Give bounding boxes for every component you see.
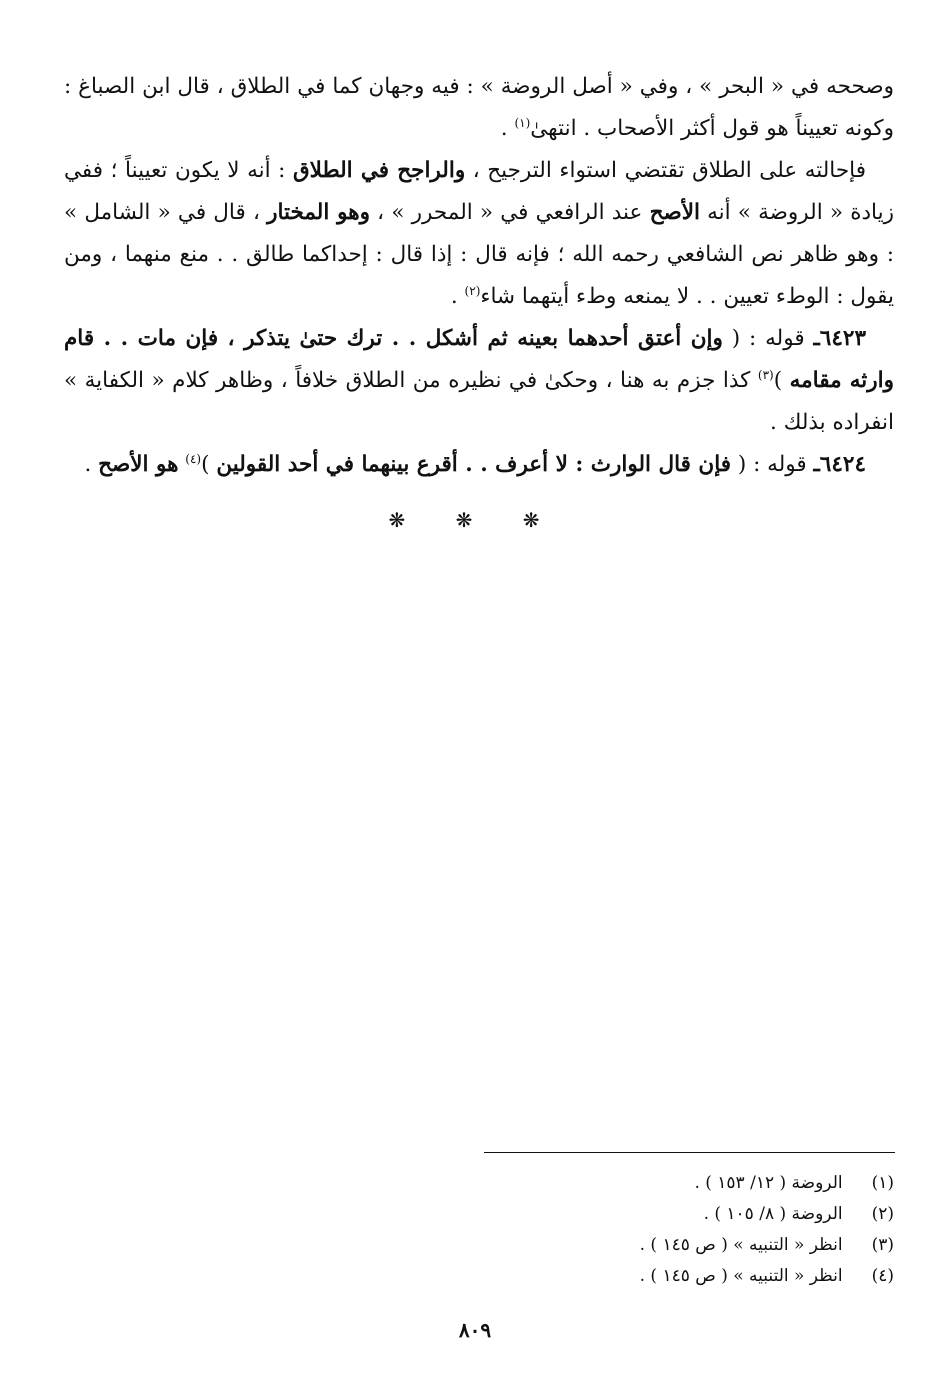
footnote-item [334, 1230, 894, 1261]
footnote-number: (٤) [871, 1266, 894, 1286]
footnote-item [334, 1168, 894, 1199]
bold-text-segment: ٦٤٢٤ـ [813, 452, 866, 477]
text-segment: وصححه في « البحر » ، وفي « أصل الروضة » : فيه وجهان كما في الطلاق ، قال ابن الصباغ : وكونه تعييناً هو قول أكثر الأصحاب . انتهىٰ [64, 74, 894, 141]
footnote-reference: (٣) [757, 367, 774, 382]
footnote-text: انظر « التنبيه » ( ص ١٤٥ ) . [639, 1266, 843, 1286]
footnote-divider [484, 1152, 895, 1153]
text-segment: قوله : ( [731, 452, 814, 477]
footnote-number: (٢) [871, 1204, 894, 1224]
text-segment: . [84, 452, 99, 477]
footnote-text: الروضة ( ١٢/ ١٥٣ ) . [694, 1173, 843, 1193]
footnote-text: الروضة ( ٨/ ١٠٥ ) . [703, 1204, 843, 1224]
footnote-number: (١) [871, 1173, 894, 1193]
paragraph [64, 66, 894, 150]
footnote-reference: (٤) [185, 451, 202, 466]
bold-text-segment: فإن قال الوارث : لا أعرف . . أقرع بينهما في أحد القولين [216, 452, 732, 477]
paragraph [64, 150, 894, 318]
text-segment: كذا جزم به هنا ، وحكىٰ في نظيره من الطلاق خلافاً ، وظاهر كلام « الكفاية » انفراده بذلك . [64, 368, 894, 435]
text-segment: ) [773, 368, 790, 393]
text-segment: قوله : ( [722, 326, 814, 351]
footnote-item [334, 1199, 894, 1230]
paragraph [64, 444, 894, 486]
footnotes [334, 1168, 894, 1292]
page-number: ٨٠٩ [458, 1318, 492, 1342]
text-segment: فإحالته على الطلاق تقتضي استواء الترجيح ، [465, 158, 866, 183]
footnote-text: انظر « التنبيه » ( ص ١٤٥ ) . [639, 1235, 843, 1255]
bold-text-segment: وهو المختار [267, 200, 370, 225]
section-separator: ❋ ❋ ❋ [388, 508, 562, 532]
text-segment: ) [201, 452, 217, 477]
paragraph [64, 318, 894, 444]
footnote-reference: (١) [514, 115, 531, 130]
footnote-number: (٣) [871, 1235, 894, 1255]
bold-text-segment: والراجح في الطلاق [292, 158, 466, 183]
footnote-reference: (٢) [464, 283, 481, 298]
text-segment: عند الرافعي في « المحرر » ، [370, 200, 650, 225]
bold-text-segment: الأصح [649, 200, 700, 225]
footnote-item [334, 1261, 894, 1292]
text-segment: ، قال في « الشامل » : وهو ظاهر نص الشافعي رحمه الله ؛ فإنه قال : إذا قال : إحداكما طالق . . منع منهما ، ومن يقول : الوطء تعيين . . لا يمنعه وطء أيتهما شاء [64, 200, 894, 309]
text-segment: : أنه لا يكون تعييناً ؛ ففي زيادة « الروضة » أنه [64, 158, 894, 225]
main-text-body [64, 66, 894, 486]
text-segment: . [450, 284, 465, 309]
bold-text-segment: ٦٤٢٣ـ [813, 326, 866, 351]
text-segment: . [500, 116, 515, 141]
bold-text-segment: وإن أعتق أحدهما بعينه ثم أشكل . . ترك حتىٰ يتذكر ، فإن مات . . قام وارثه مقامه [64, 326, 894, 393]
bold-text-segment: هو الأصح [98, 452, 179, 477]
